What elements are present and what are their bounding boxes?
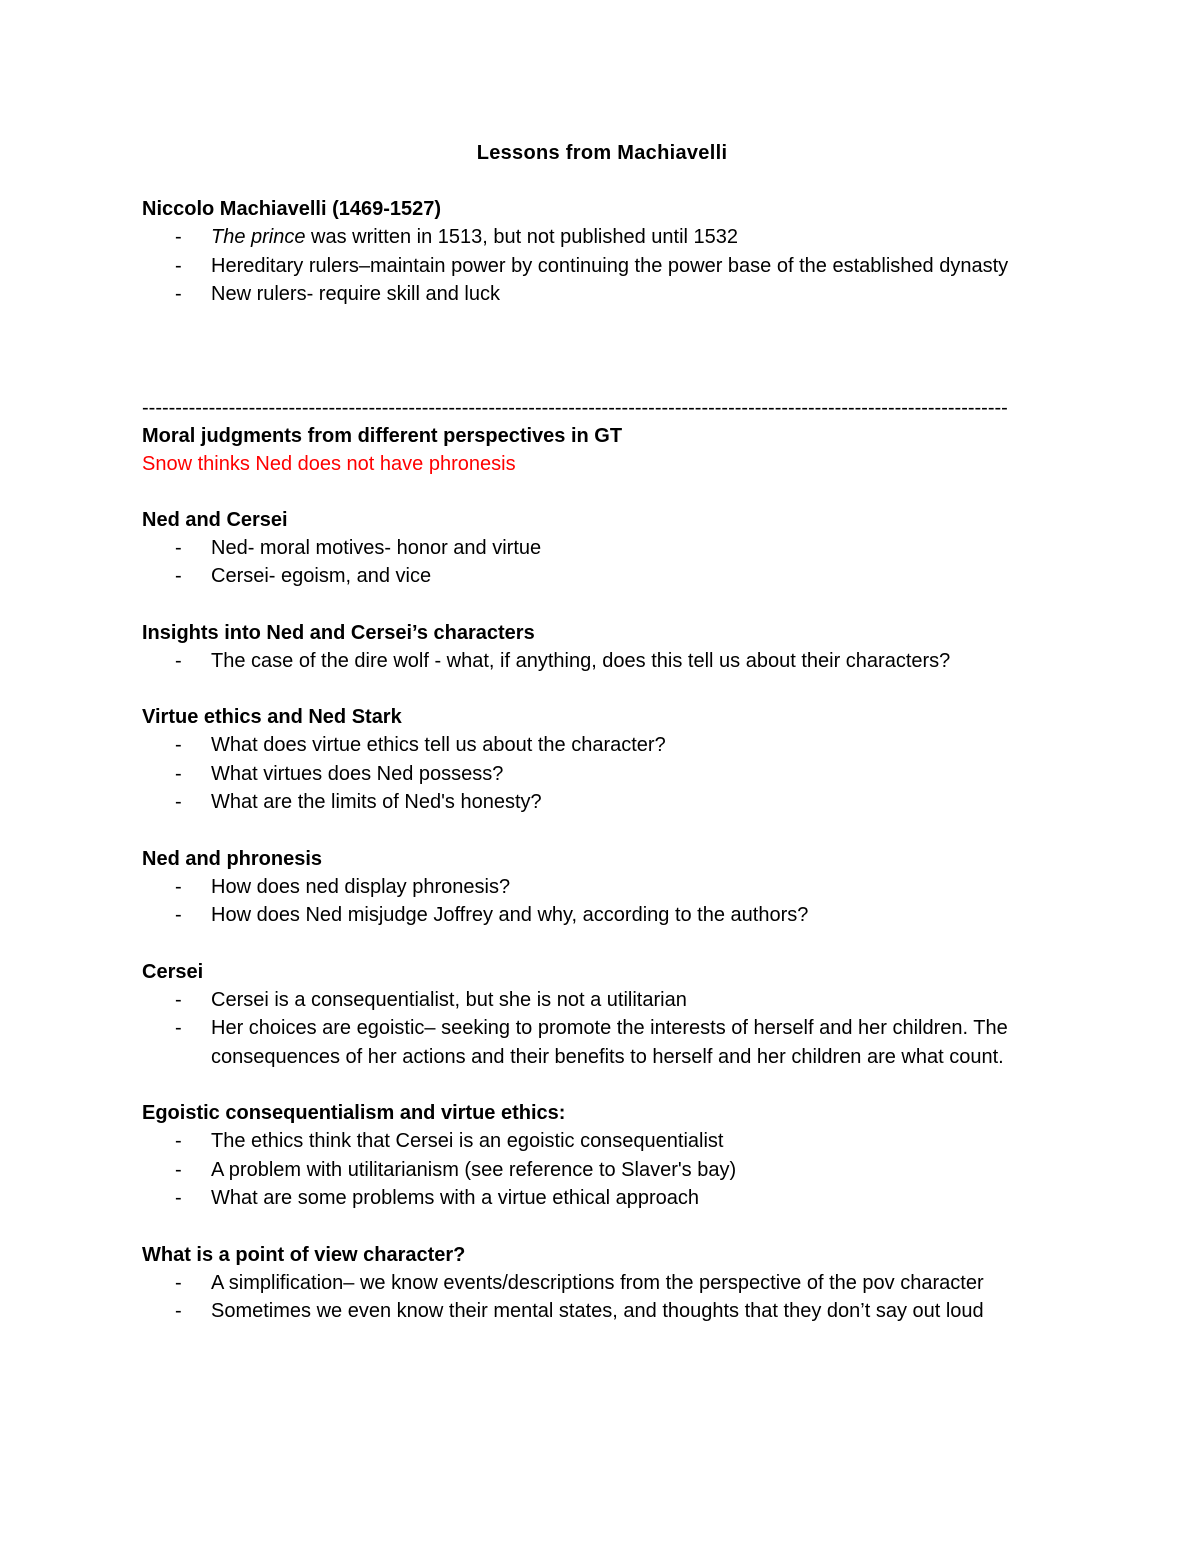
section — [142, 703, 1062, 817]
list-item: - How does Ned misjudge Joffrey and why, according to the authors? — [142, 901, 1062, 930]
spacer — [142, 675, 1062, 703]
divider-line: ---------------------------------------------------------------------------------------------------------------------------------- — [142, 396, 1008, 419]
section — [142, 1241, 1062, 1326]
list-item: - Her choices are egoistic– seeking to promote the interests of herself and her children. The consequences of her actions and their benefits to herself and her children are what count. — [142, 1014, 1062, 1071]
section — [142, 958, 1062, 1072]
section-heading: Ned and phronesis — [142, 847, 323, 870]
list-item: - A simplification– we know events/descriptions from the perspective of the pov character — [142, 1269, 1062, 1298]
list-item: - Hereditary rulers–maintain power by continuing the power base of the established dynasty — [142, 252, 1062, 281]
list-item: - Cersei- egoism, and vice — [142, 562, 1062, 591]
section — [142, 506, 1062, 591]
bullet-list — [142, 223, 1062, 309]
section-heading: Cersei — [142, 960, 204, 983]
list-item: - What are some problems with a virtue ethical approach — [142, 1184, 1062, 1213]
spacer — [142, 1071, 1062, 1099]
section-heading: What is a point of view character? — [142, 1243, 466, 1266]
list-item: - Cersei is a consequentialist, but she is not a utilitarian — [142, 986, 1062, 1015]
section-heading: Insights into Ned and Cersei’s characters — [142, 621, 535, 644]
spacer — [142, 817, 1062, 845]
document-title: Lessons from Machiavelli — [476, 142, 728, 164]
spacer — [142, 930, 1062, 958]
section — [142, 845, 1062, 930]
spacer — [142, 478, 1062, 506]
spacer — [142, 309, 1062, 394]
list-item: - What does virtue ethics tell us about the character? — [142, 731, 1062, 760]
bullet-list — [142, 534, 1062, 591]
section — [142, 1099, 1062, 1213]
bullet-list — [142, 647, 1062, 676]
document-page — [142, 139, 1062, 1326]
bullet-list — [142, 1127, 1062, 1213]
spacer — [142, 591, 1062, 619]
list-item — [142, 223, 1062, 252]
sections-container — [142, 478, 1062, 1326]
section-heading: Moral judgments from different perspectives in GT — [142, 424, 623, 447]
list-item: - Ned- moral motives- honor and virtue — [142, 534, 1062, 563]
list-item: - What are the limits of Ned's honesty? — [142, 788, 1062, 817]
section-heading: Egoistic consequentialism and virtue ethics: — [142, 1102, 566, 1124]
section — [142, 619, 1062, 676]
bullet-list — [142, 1269, 1062, 1326]
section-heading: Ned and Cersei — [142, 508, 288, 531]
highlighted-note: Snow thinks Ned does not have phronesis — [142, 452, 516, 475]
bullet-list — [142, 731, 1062, 817]
list-item-text: was written in 1513, but not published until 1532 — [305, 226, 739, 248]
bullet-list — [142, 986, 1062, 1072]
list-item: - What virtues does Ned possess? — [142, 760, 1062, 789]
list-item: - The ethics think that Cersei is an egoistic consequentialist — [142, 1127, 1062, 1156]
list-item: - The case of the dire wolf - what, if anything, does this tell us about their characters? — [142, 647, 1062, 676]
list-item: - Sometimes we even know their mental states, and thoughts that they don’t say out loud — [142, 1297, 1062, 1326]
spacer — [142, 1213, 1062, 1241]
section-heading: Niccolo Machiavelli (1469-1527) — [142, 198, 442, 220]
section-heading: Virtue ethics and Ned Stark — [142, 706, 402, 728]
list-item: - New rulers- require skill and luck — [142, 280, 1062, 309]
section-machiavelli — [142, 195, 1062, 309]
book-title: The prince — [211, 226, 306, 248]
list-item: - How does ned display phronesis? — [142, 873, 1062, 902]
list-item: - A problem with utilitarianism (see reference to Slaver's bay) — [142, 1156, 1062, 1185]
bullet-list — [142, 873, 1062, 930]
